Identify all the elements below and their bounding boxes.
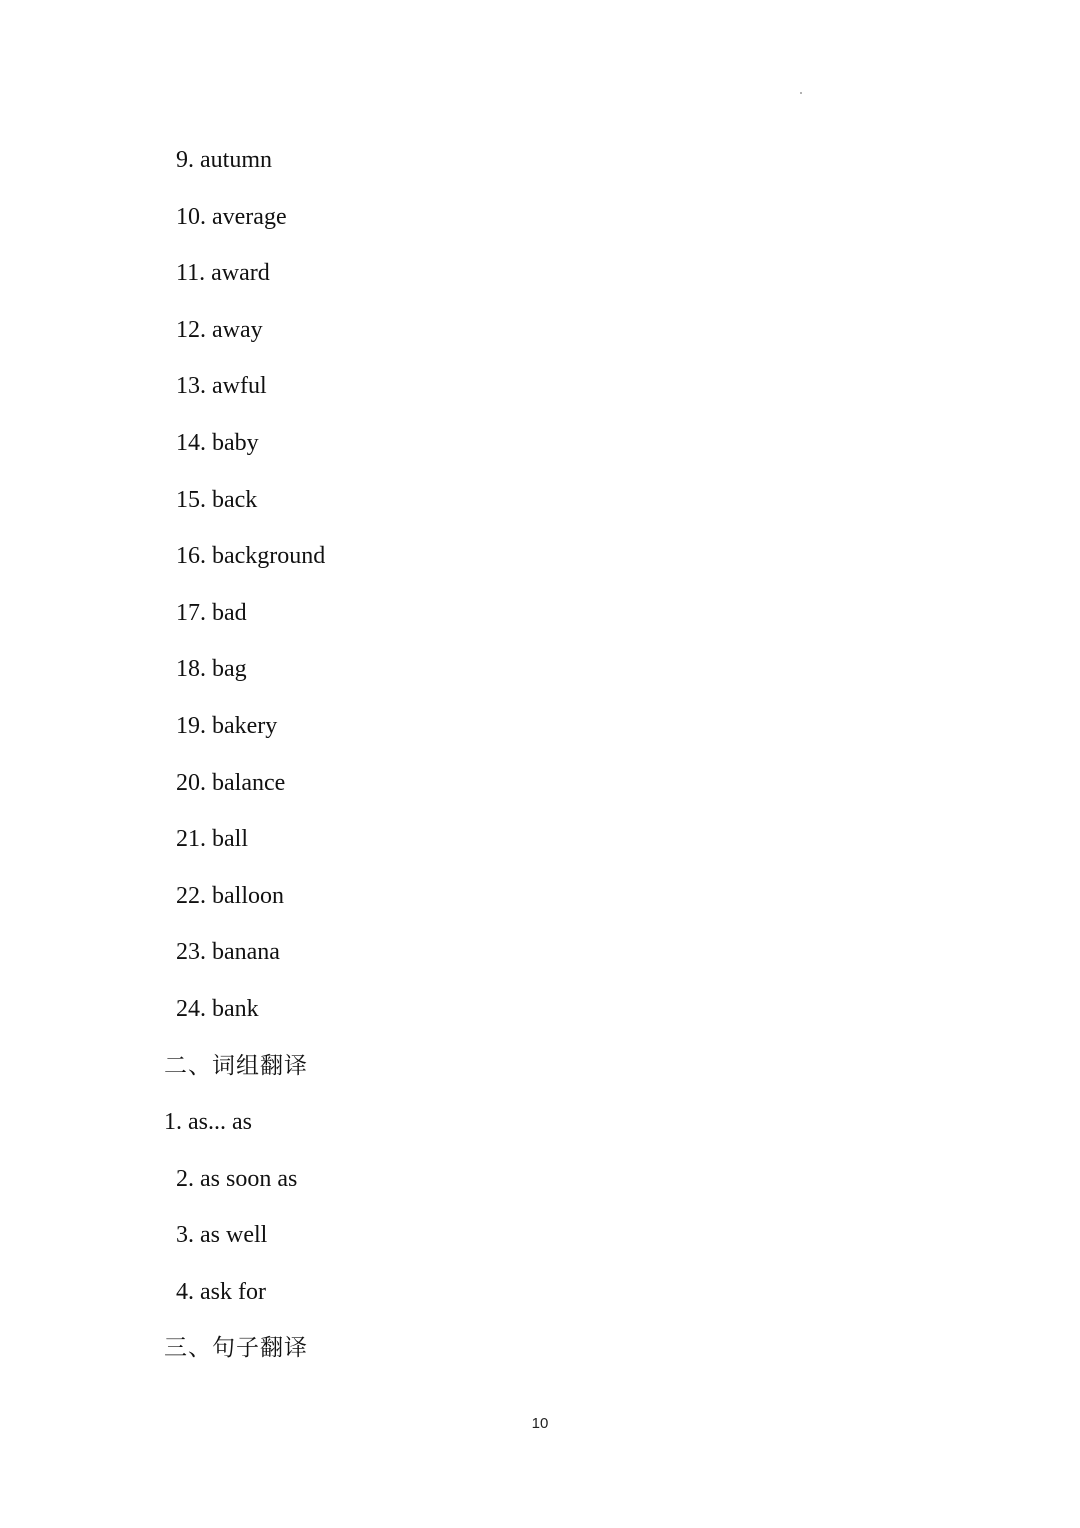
phrase-item: 2. as soon as [176, 1165, 298, 1192]
vocabulary-item: 24. bank [176, 995, 259, 1022]
vocabulary-item: 21. ball [176, 826, 248, 853]
vocabulary-item: 22. balloon [176, 882, 284, 909]
vocabulary-item: 18. bag [176, 656, 247, 683]
vocabulary-item: 12. away [176, 316, 263, 343]
phrase-item: 4. ask for [176, 1278, 266, 1305]
vocabulary-item: 9. autumn [176, 147, 272, 173]
vocabulary-item: 20. balance [176, 769, 286, 796]
vocabulary-item: 13. awful [176, 373, 267, 400]
phrase-item: 3. as well [176, 1222, 268, 1249]
phrase-item: 1. as... as [164, 1109, 252, 1136]
vocabulary-item: 15. back [176, 486, 258, 513]
vocabulary-item: 10. average [176, 203, 287, 230]
vocabulary-item: 23. banana [176, 939, 280, 966]
page-content [0, 138, 1080, 1383]
vocabulary-item: 16. background [176, 543, 326, 570]
vocabulary-item: 17. bad [176, 599, 247, 626]
vocabulary-item: 19. bakery [176, 712, 278, 739]
stray-mark [800, 92, 802, 94]
vocabulary-item: 14. baby [176, 429, 259, 456]
section-heading-sentence-translation: 三、句子翻译 [164, 1335, 308, 1362]
section-heading-phrase-translation: 二、词组翻译 [164, 1052, 308, 1079]
vocabulary-item: 11. award [176, 260, 270, 287]
page-number: 10 [531, 1415, 549, 1432]
